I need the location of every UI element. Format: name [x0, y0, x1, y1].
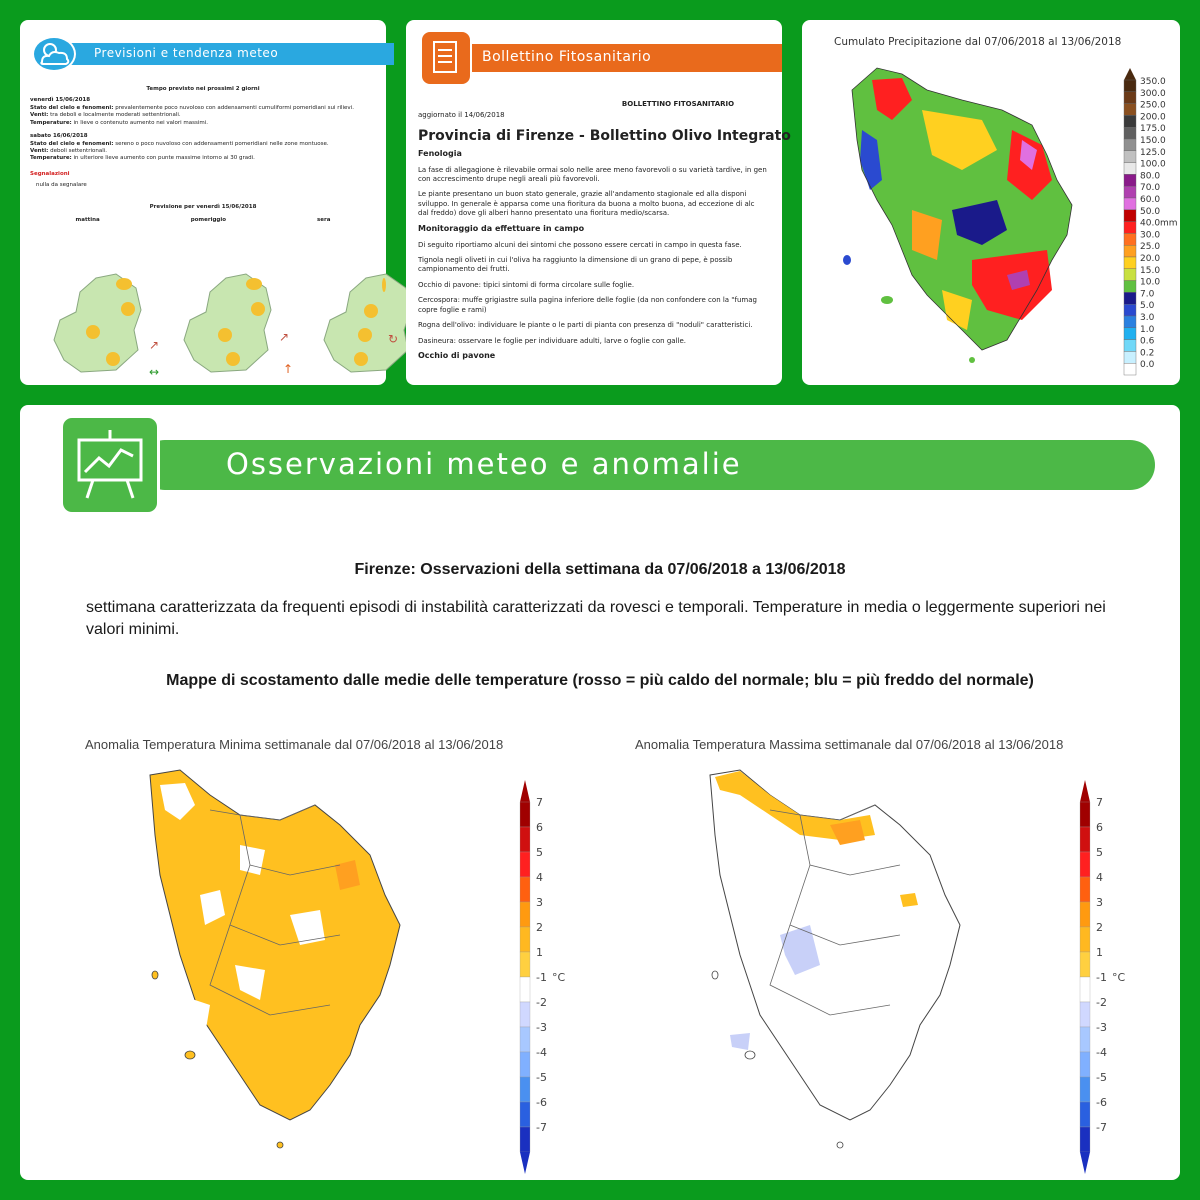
- day2-block: [30, 133, 376, 163]
- precipitation-map: [832, 60, 1122, 380]
- legend-label: 15.0: [1140, 265, 1161, 276]
- legend-label: 100.0: [1140, 159, 1166, 170]
- bulletin-body: [418, 100, 791, 362]
- scale-swatch: [1080, 1052, 1090, 1077]
- forecast-weather-icons: [46, 270, 399, 380]
- bulletin-panel: [406, 20, 791, 385]
- forecast-day-heading: Previsione per venerdì 15/06/2018: [149, 203, 257, 210]
- forecast-title: Previsioni e tendenza meteo: [94, 46, 279, 60]
- scale-label: -7: [536, 1121, 547, 1134]
- legend-label: 175.0: [1140, 124, 1166, 135]
- period-evening: sera: [317, 217, 331, 224]
- scale-swatch: [520, 902, 530, 927]
- scale-swatch: [520, 877, 530, 902]
- sun-cloud-icon: [226, 352, 240, 366]
- legend-swatch: [1124, 174, 1136, 186]
- scale-label: 7: [1096, 796, 1103, 809]
- alerts-text: nulla da segnalare: [36, 182, 87, 189]
- forecast-title-bar: [54, 43, 394, 65]
- scale-swatch: [1080, 927, 1090, 952]
- period-morning: mattina: [75, 217, 100, 224]
- day1-temp: in lieve o contenuto aumento nei valori massimi.: [73, 119, 209, 126]
- observations-header: [60, 415, 1160, 515]
- p6-line2: copre foglie e rami): [418, 305, 487, 314]
- scale-swatch: [1080, 802, 1090, 827]
- map-max-title: Anomalia Temperatura Massima settimanale dal 07/06/2018 al 13/06/2018: [635, 737, 1064, 752]
- legend-label: 40.0mm: [1140, 218, 1178, 229]
- legend-swatch: [1124, 104, 1136, 116]
- cloud-sun-icon: [32, 36, 76, 72]
- p2-line2: sviluppo. In generale è apparsa come una fioritura da buona a molto buona, ad eccezione di alc: [418, 199, 755, 208]
- day1-wind: tra deboli e localmente moderati settentrionali.: [50, 112, 181, 119]
- day1-sky-label: Stato del cielo e fenomeni:: [30, 104, 114, 111]
- precipitation-title: Cumulato Precipitazione dal 07/06/2018 al 13/06/2018: [834, 36, 1122, 48]
- scale-unit: °C: [552, 971, 566, 984]
- wind-arrow-icon: ↻: [388, 332, 399, 346]
- scale-label: 2: [1096, 921, 1103, 934]
- temperature-up-icon: ↑: [283, 362, 294, 376]
- scale-label: -6: [1096, 1096, 1107, 1109]
- scale-swatch: [520, 977, 530, 1002]
- day2-temp: in ulteriore lieve aumento con punte massime intorno ai 30 gradi.: [73, 155, 255, 162]
- day1-wind-label: Venti:: [30, 112, 49, 119]
- precipitation-legend: [1124, 68, 1176, 383]
- observations-title-bar: [140, 440, 1155, 490]
- scale-label: -1: [1096, 971, 1107, 984]
- scale-swatch: [520, 852, 530, 877]
- scale-label: 4: [536, 871, 543, 884]
- forecast-heading: Tempo previsto nei prossimi 2 giorni: [146, 86, 260, 92]
- bulletin-paragraph: Di seguito riportiamo alcuni dei sintomi che possono essere cercati in campo in questa fase.: [418, 240, 742, 249]
- scale-swatch: [520, 827, 530, 852]
- bulletin-header: BOLLETTINO FITOSANITARIO: [621, 100, 735, 108]
- sun-icon: [86, 325, 100, 339]
- day1-block: [30, 97, 376, 127]
- scale-swatch: [520, 1002, 530, 1027]
- scale-label: -1: [536, 971, 547, 984]
- legend-swatch: [1124, 115, 1136, 127]
- scale-label: 5: [1096, 846, 1103, 859]
- p6-line1: Cercospora: muffe grigiastre sulla pagina inferiore delle foglie (da non confondere con la "fumag: [418, 296, 757, 305]
- scale-swatch: [1080, 852, 1090, 877]
- scale-label: 3: [1096, 896, 1103, 909]
- bulletin-updated: aggiornato il 14/06/2018: [418, 111, 505, 120]
- p1-line2: con accrescimento drupe negli areali più favorevoli.: [418, 175, 600, 183]
- forecast-panel: [20, 20, 399, 385]
- legend-label: 10.0: [1140, 277, 1161, 288]
- scale-label: 1: [1096, 946, 1103, 959]
- section-phenology: Fenologia: [418, 148, 462, 158]
- scale-swatch: [1080, 1027, 1090, 1052]
- scale-label: 7: [536, 796, 543, 809]
- legend-label: 50.0: [1140, 206, 1161, 217]
- bulletin-paragraph: [418, 296, 788, 315]
- day2-date: sabato 16/06/2018: [30, 133, 88, 140]
- bulletin-paragraph: Rogna dell'olivo: individuare le piante o le parti di pianta con presenza di "noduli" caratteristici.: [418, 321, 753, 330]
- legend-swatch: [1124, 127, 1136, 139]
- legend-swatch: [1124, 163, 1136, 175]
- legend-swatch: [1124, 186, 1136, 198]
- scale-label: -3: [536, 1021, 547, 1034]
- legend-swatch: [1124, 198, 1136, 210]
- legend-swatch: [1124, 245, 1136, 257]
- legend-swatch: [1124, 363, 1136, 375]
- sun-icon: [382, 278, 386, 292]
- scale-label: 5: [536, 846, 543, 859]
- legend-swatch: [1124, 151, 1136, 163]
- legend-label: 0.0: [1140, 360, 1155, 371]
- sun-cloud-icon: [251, 302, 265, 316]
- day1-sky: prevalentemente poco nuvoloso con addensamenti cumuliformi pomeridiani sui rilievi.: [115, 104, 354, 111]
- legend-label: 25.0: [1140, 242, 1161, 253]
- legend-swatch: [1124, 139, 1136, 151]
- bulletin-paragraph: [418, 256, 788, 275]
- scale-swatch: [1080, 877, 1090, 902]
- observations-description: settimana caratterizzata da frequenti episodi di instabilità caratterizzati da rovesci e temporali. Temperature in media o leggermente superiori nei valori minimi.: [86, 599, 1106, 639]
- legend-swatch: [1124, 222, 1136, 234]
- bulletin-paragraph: [418, 190, 788, 218]
- forecast-periods: [30, 217, 376, 224]
- scale-label: -4: [1096, 1046, 1107, 1059]
- scale-label: -5: [1096, 1071, 1107, 1084]
- day1-date: venerdì 15/06/2018: [30, 97, 91, 104]
- p4-line1: Tignola negli oliveti in cui l'oliva ha raggiunto la dimensione di un grano di pepe, è possib: [418, 255, 733, 264]
- sun-icon: [354, 352, 368, 366]
- legend-label: 3.0: [1140, 313, 1155, 323]
- legend-swatch: [1124, 340, 1136, 352]
- scale-label: -6: [536, 1096, 547, 1109]
- legend-label: 0.2: [1140, 348, 1155, 359]
- scale-swatch: [1080, 1002, 1090, 1027]
- legend-label: 200.0: [1140, 112, 1166, 123]
- observations-title: Osservazioni meteo e anomalie: [226, 447, 742, 481]
- section-monitoring: Monitoraggio da effettuare in campo: [418, 223, 585, 233]
- legend-swatch: [1124, 257, 1136, 269]
- scale-label: -5: [536, 1071, 547, 1084]
- legend-swatch: [1124, 351, 1136, 363]
- scale-label: 6: [536, 821, 543, 834]
- sun-cloud-icon: [246, 278, 262, 290]
- legend-swatch: [1124, 210, 1136, 222]
- observations-panel: [20, 405, 1180, 1180]
- scale-swatch: [1080, 977, 1090, 1002]
- scale-swatch: [520, 802, 530, 827]
- legend-swatch: [1124, 269, 1136, 281]
- max-anomaly-legend: [1070, 780, 1140, 1160]
- day2-wind: deboli settentrionali.: [50, 147, 108, 154]
- legend-label: 80.0: [1140, 171, 1161, 182]
- forecast-header: [32, 36, 386, 72]
- legend-arrow: [1124, 68, 1136, 80]
- sun-icon: [106, 352, 120, 366]
- sun-icon: [364, 304, 378, 318]
- scale-label: -2: [1096, 996, 1107, 1009]
- wind-arrow-icon: ↗: [149, 338, 160, 352]
- section-peacock-eye: Occhio di pavone: [418, 351, 496, 361]
- legend-label: 1.0: [1140, 324, 1155, 335]
- p4-line2: campionamento dei frutti.: [418, 265, 510, 274]
- scale-arrow-bottom: [1080, 1152, 1090, 1174]
- scale-label: -2: [536, 996, 547, 1009]
- legend-label: 30.0: [1140, 230, 1161, 241]
- chart-presentation-icon: [60, 415, 160, 515]
- scale-label: 6: [1096, 821, 1103, 834]
- legend-swatch: [1124, 92, 1136, 104]
- bulletin-paragraph: Occhio di pavone: tipici sintomi di forma circolare sulle foglie.: [418, 280, 635, 289]
- scale-label: 3: [536, 896, 543, 909]
- bulletin-paragraph: Dasineura: osservare le foglie per individuare adulti, larve o foglie con galle.: [418, 336, 686, 345]
- observations-heading: Firenze: Osservazioni della settimana da 07/06/2018 a 13/06/2018: [354, 561, 846, 578]
- legend-swatch: [1124, 233, 1136, 245]
- temperature-stable-icon: ↔: [149, 365, 160, 379]
- sun-icon: [358, 328, 372, 342]
- scale-swatch: [1080, 1102, 1090, 1127]
- legend-label: 20.0: [1140, 254, 1161, 264]
- scale-label: -7: [1096, 1121, 1107, 1134]
- scale-swatch: [1080, 952, 1090, 977]
- bulletin-title: Bollettino Fitosanitario: [482, 49, 652, 65]
- forecast-body: [30, 82, 376, 224]
- scale-swatch: [520, 1052, 530, 1077]
- anomaly-maps-heading: Mappe di scostamento dalle medie delle temperature (rosso = più caldo del normale; blu = più freddo del normale): [166, 672, 1034, 689]
- min-anomaly-legend: [510, 780, 580, 1160]
- scale-arrow-top: [1080, 780, 1090, 802]
- legend-swatch: [1124, 281, 1136, 293]
- precipitation-panel: [802, 20, 1180, 385]
- legend-swatch: [1124, 292, 1136, 304]
- scale-label: -3: [1096, 1021, 1107, 1034]
- day2-sky-label: Stato del cielo e fenomeni:: [30, 140, 114, 147]
- max-anomaly-map: [700, 765, 1020, 1165]
- bulletin-paragraph: [418, 166, 788, 185]
- day2-sky: sereno o poco nuvoloso con addensamenti pomeridiani nelle zone montuose.: [115, 140, 329, 147]
- min-anomaly-map: [140, 765, 460, 1165]
- scale-swatch: [520, 1102, 530, 1127]
- scale-label: -4: [536, 1046, 547, 1059]
- scale-swatch: [1080, 902, 1090, 927]
- p1-line1: La fase di allegagione è rilevabile ormai solo nelle aree meno favorevoli o su varietà tardive, in gen: [418, 165, 767, 174]
- document-icon: [420, 30, 472, 86]
- scale-label: 4: [1096, 871, 1103, 884]
- scale-swatch: [520, 952, 530, 977]
- p2-line1: Le piante presentano un buon stato generale, grazie all'andamento stagionale ed alla disponi: [418, 190, 747, 199]
- sun-icon: [218, 328, 232, 342]
- legend-label: 7.0: [1140, 289, 1155, 300]
- legend-label: 300.0: [1140, 88, 1166, 99]
- map-min-title: Anomalia Temperatura Minima settimanale dal 07/06/2018 al 13/06/2018: [85, 737, 504, 752]
- scale-arrow-bottom: [520, 1152, 530, 1174]
- legend-label: 350.0: [1140, 77, 1166, 87]
- legend-label: 150.0: [1140, 136, 1166, 146]
- bulletin-title-bar: [446, 44, 782, 72]
- legend-label: 250.0: [1140, 100, 1166, 111]
- scale-swatch: [1080, 827, 1090, 852]
- legend-label: 125.0: [1140, 147, 1166, 158]
- scale-arrow-top: [520, 780, 530, 802]
- sun-icon: [121, 302, 135, 316]
- bulletin-province: Provincia di Firenze - Bollettino Olivo Integrato: [418, 127, 791, 144]
- scale-label: 2: [536, 921, 543, 934]
- day2-wind-label: Venti:: [30, 147, 49, 154]
- legend-label: 70.0: [1140, 183, 1161, 194]
- p2-line3: dal freddo) dove gli alberi hanno presentato una fioritura medio/scarsa.: [418, 209, 670, 218]
- scale-label: 1: [536, 946, 543, 959]
- legend-swatch: [1124, 80, 1136, 92]
- legend-label: 60.0: [1140, 195, 1161, 205]
- scale-swatch: [1080, 1127, 1090, 1152]
- scale-swatch: [520, 1027, 530, 1052]
- day2-temp-label: Temperature:: [30, 155, 72, 162]
- day1-temp-label: Temperature:: [30, 119, 72, 126]
- period-afternoon: pomeriggio: [190, 217, 227, 224]
- legend-swatch: [1124, 316, 1136, 328]
- legend-label: 0.6: [1140, 336, 1155, 347]
- legend-label: 5.0: [1140, 301, 1155, 312]
- scale-swatch: [1080, 1077, 1090, 1102]
- scale-swatch: [520, 1077, 530, 1102]
- alerts-label: Segnalazioni: [30, 170, 70, 177]
- wind-arrow-icon: ↗: [279, 330, 290, 344]
- scale-unit: °C: [1112, 971, 1126, 984]
- sun-cloud-icon: [116, 278, 132, 290]
- legend-swatch: [1124, 304, 1136, 316]
- scale-swatch: [520, 1127, 530, 1152]
- legend-swatch: [1124, 328, 1136, 340]
- scale-swatch: [520, 927, 530, 952]
